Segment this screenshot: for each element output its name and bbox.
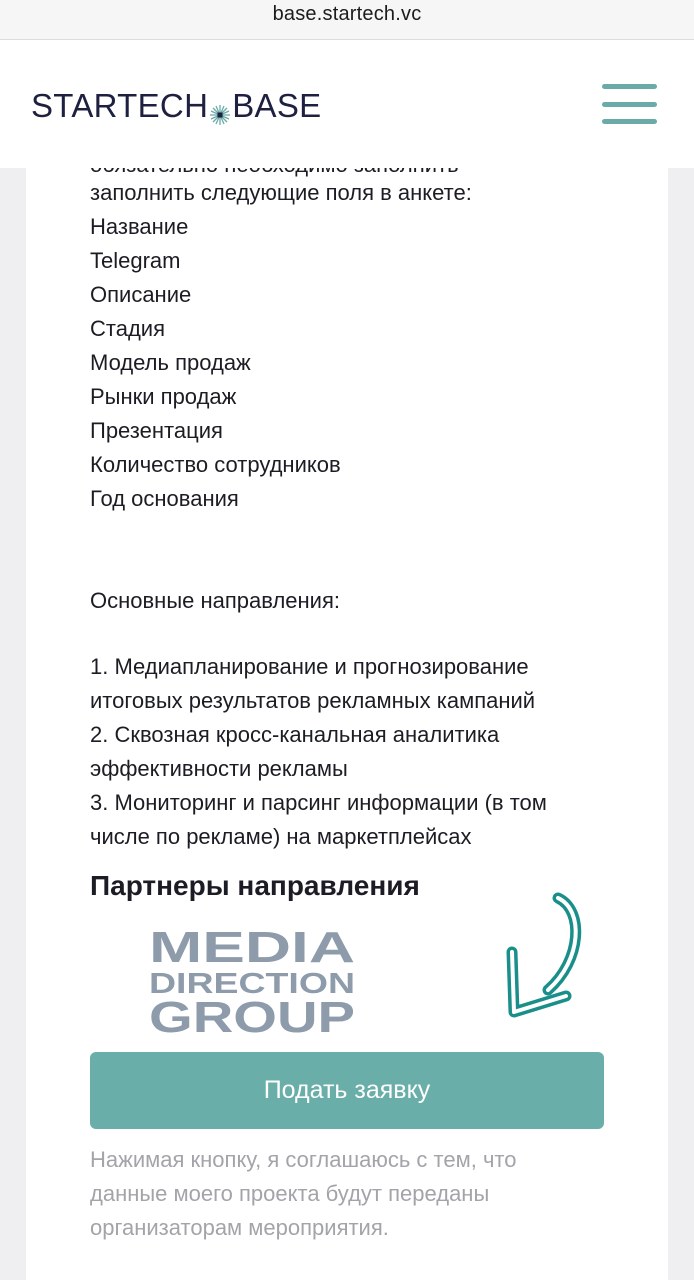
logo-text-base: BASE (232, 87, 322, 124)
direction-line: эффективности рекламы (90, 756, 348, 781)
logo-group: GROUP (149, 993, 355, 1042)
main-card (26, 168, 668, 1280)
field-sales-model: Модель продаж (90, 350, 251, 375)
field-telegram: Telegram (90, 248, 181, 273)
field-founded-year: Год основания (90, 486, 239, 511)
direction-line: числе по рекламе) на маркетплейсах (90, 824, 472, 849)
url-text[interactable]: base.startech.vc (272, 3, 422, 25)
field-description: Описание (90, 282, 192, 307)
disclaimer-line: организаторам мероприятия. (90, 1215, 389, 1240)
submit-application-button[interactable]: Подать заявку (90, 1052, 604, 1129)
field-sales-markets: Рынки продаж (90, 384, 237, 409)
directions-heading: Основные направления: (90, 588, 340, 613)
browser-url-bar[interactable] (0, 0, 694, 40)
logo-media: MEDIA (149, 923, 355, 972)
partners-title: Партнеры направления (90, 870, 420, 901)
startech-base-logo[interactable] (31, 86, 321, 126)
direction-line: 3. Мониторинг и парсинг информации (в том (90, 790, 547, 815)
fields-intro: заполнить следующие поля в анкете: (90, 180, 472, 205)
directions-list (90, 650, 630, 854)
curved-arrow-down-icon (496, 890, 586, 1020)
site-header (0, 40, 694, 168)
field-name: Название (90, 214, 189, 239)
field-employees: Количество сотрудников (90, 452, 341, 477)
hamburger-menu-icon[interactable] (602, 84, 657, 124)
field-presentation: Презентация (90, 418, 223, 443)
direction-line: 1. Медиапланирование и прогнозирование (90, 654, 529, 679)
media-direction-group-logo[interactable] (146, 923, 358, 1042)
directions-section (90, 584, 630, 618)
menu-bar (602, 102, 657, 107)
logo-direction: DIRECTION (149, 968, 355, 1000)
direction-line: 2. Сквозная кросс-канальная аналитика (90, 722, 500, 747)
logo-text-startech: STARTECH (31, 87, 209, 124)
direction-line: итоговых результатов рекламных кампаний (90, 688, 536, 713)
field-stage: Стадия (90, 316, 165, 341)
form-fields-description (90, 176, 630, 516)
menu-bar (602, 119, 657, 124)
disclaimer-line: данные моего проекта будут переданы (90, 1181, 490, 1206)
consent-disclaimer (90, 1143, 610, 1245)
menu-bar (602, 84, 657, 89)
logo-star-icon (209, 86, 231, 126)
disclaimer-line: Нажимая кнопку, я соглашаюсь с тем, что (90, 1147, 517, 1172)
